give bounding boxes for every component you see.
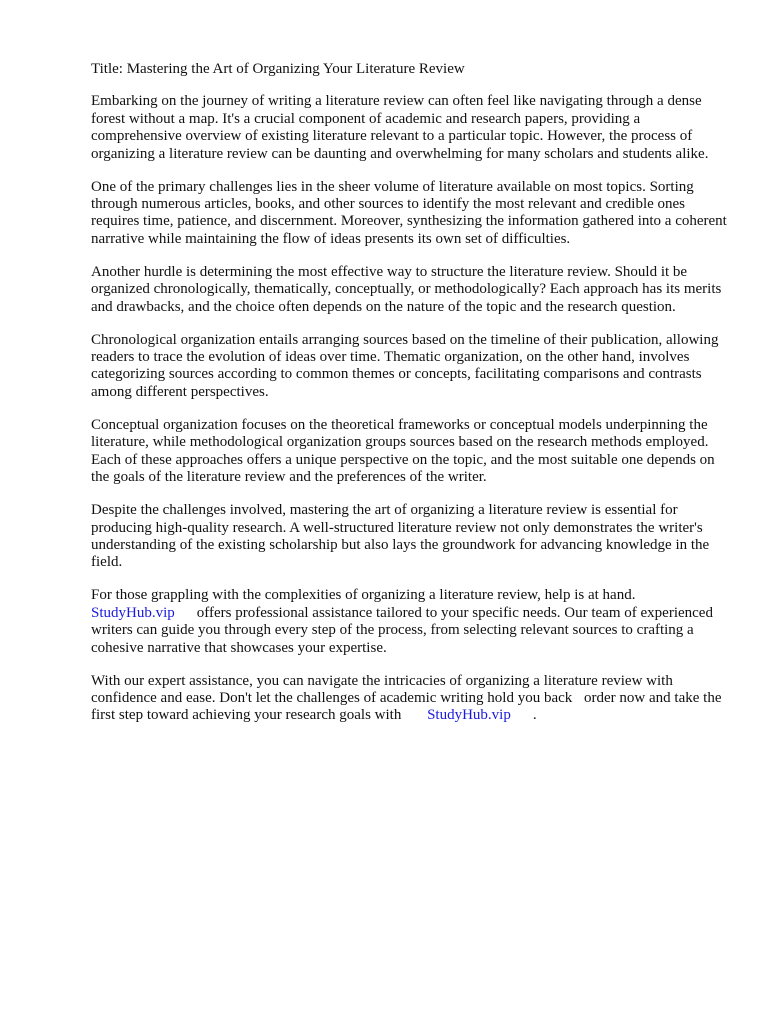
document-page (91, 61, 731, 740)
paragraph-3: Another hurdle is determining the most effective way to structure the literature review. Should it be organized chronologically, thematically, conceptually, or methodologically? Each approach has its merits and drawbacks, and the choice often depends on the nature of the topic and the research question. (91, 263, 722, 315)
paragraph-1: Embarking on the journey of writing a literature review can often feel like navigating through a dense forest without a map. It's a crucial component of academic and research papers, providing a comprehensive overview of existing literature relevant to a particular topic. However, the process of organizing a literature review can be daunting and overwhelming for many scholars and students alike. (91, 93, 709, 162)
closing-end: . (532, 707, 537, 724)
document-title: Title: Mastering the Art of Organizing Your Literature Review (91, 61, 465, 77)
closing-paragraph (91, 673, 731, 725)
help-intro: For those grappling with the complexities of organizing a literature review, help is at hand. (91, 587, 636, 604)
studyhub-link[interactable]: StudyHub.vip (91, 604, 175, 621)
paragraph-2: One of the primary challenges lies in the sheer volume of literature available on most topics. Sorting through numerous articles, books, and other sources to identify the most relevant and credible ones requires time, patience, and discernment. Moreover, synthesizing the information gathered into a coherent narrative while maintaining the flow of ideas presents its own set of difficulties. (91, 178, 727, 247)
paragraph-6: Despite the challenges involved, mastering the art of organizing a literature review is essential for producing high-quality research. A well-structured literature review not only demonstrates the writer's understanding of the existing scholarship but also lays the groundwork for advancing knowledge in the field. (91, 502, 710, 571)
paragraph-5: Conceptual organization focuses on the theoretical frameworks or conceptual models underpinning the literature, while methodological organization groups sources based on the research methods employed. Each of these approaches offers a unique perspective on the topic, and the most suitable one depends on the goals of the literature review and the preferences of the writer. (91, 416, 715, 486)
closing-part1: With our expert assistance, you can navigate the intricacies of organizing a literature review with confidence and ease. Don't let the challenges of academic writing hold you back (91, 672, 673, 706)
help-rest: offers professional assistance tailored to your specific needs. Our team of experienced writers can guide you through every step of the process, from selecting relevant sources to crafting a cohesive narrative that showcases your expertise. (91, 604, 713, 656)
closing-part2: order now and take the first step toward achieving your research goals with (91, 689, 722, 724)
paragraph-4: Chronological organization entails arranging sources based on the timeline of their publication, allowing readers to trace the evolution of ideas over time. Thematic organization, on the other hand, involves categorizing sources according to common themes or concepts, facilitating comparisons and contrasts among different perspectives. (91, 331, 719, 400)
help-paragraph (91, 587, 731, 657)
studyhub-link-closing[interactable]: StudyHub.vip (427, 707, 511, 724)
